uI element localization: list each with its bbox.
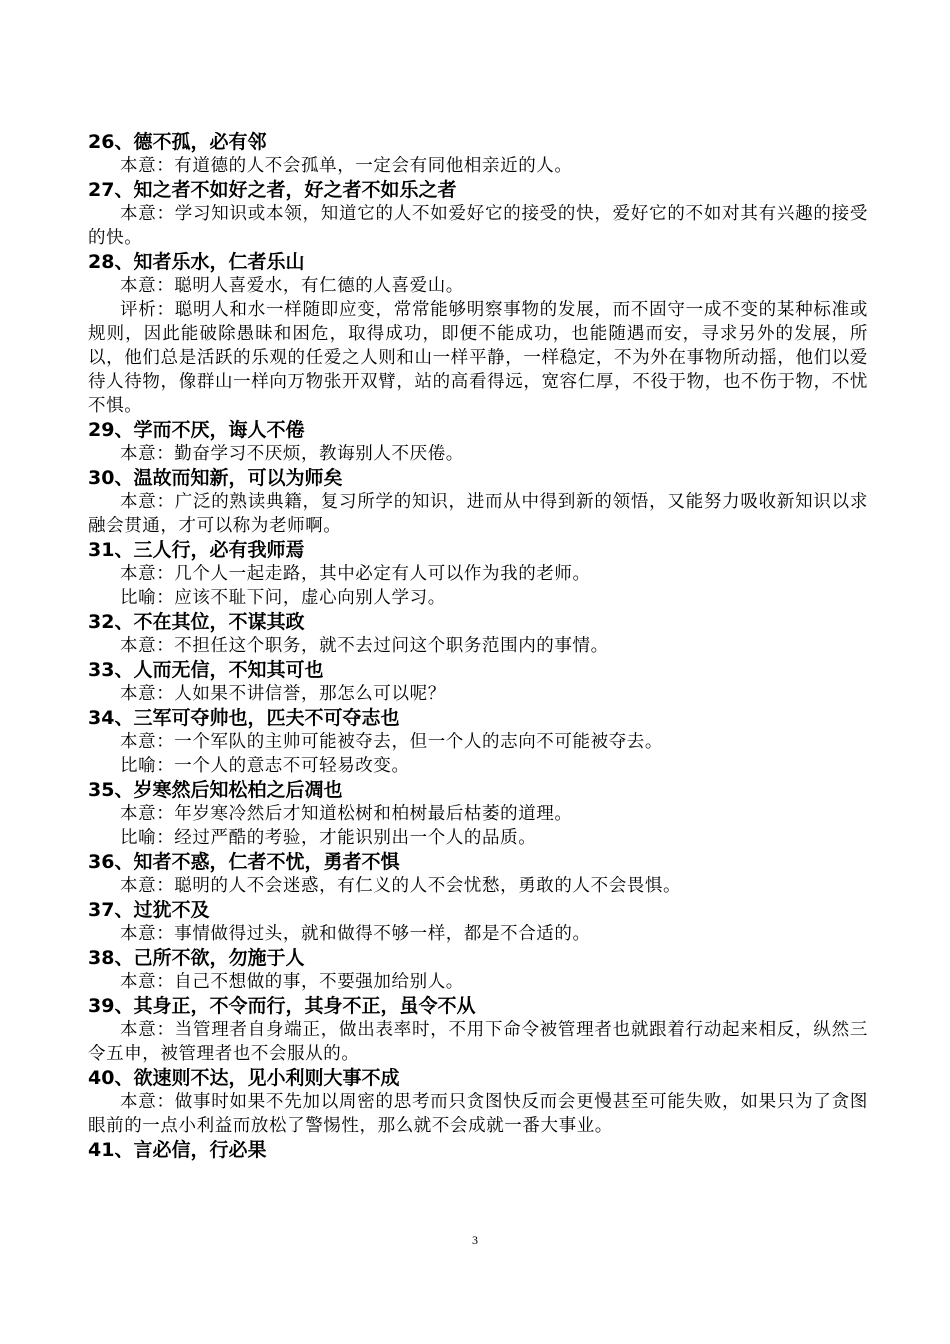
entry bbox=[88, 850, 868, 898]
entry bbox=[88, 898, 868, 946]
entry-paragraph: 本意：不担任这个职务，就不去过问这个职务范围内的事情。 bbox=[120, 636, 609, 656]
entry-paragraph: 比喻：应该不耻下问，虚心向别人学习。 bbox=[120, 588, 446, 608]
entry-title: 37、过犹不及 bbox=[88, 899, 210, 921]
entry-title: 34、三军可夺帅也，匹夫不可夺志也 bbox=[88, 707, 400, 729]
entry-paragraph: 本意：一个军队的主帅可能被夺去，但一个人的志向不可能被夺去。 bbox=[120, 732, 663, 752]
entry-paragraph: 本意：事情做得过头，就和做得不够一样，都是不合适的。 bbox=[120, 924, 591, 944]
entry bbox=[88, 538, 868, 610]
entry bbox=[88, 610, 868, 658]
entries-list bbox=[88, 130, 868, 1162]
entry bbox=[88, 658, 868, 706]
entry-title: 31、三人行，必有我师焉 bbox=[88, 539, 305, 561]
entry-title: 27、知之者不如好之者，好之者不如乐之者 bbox=[88, 179, 457, 201]
entry-paragraph: 本意：勤奋学习不厌烦，教诲别人不厌倦。 bbox=[120, 444, 464, 464]
entry-paragraph: 本意：广泛的熟读典籍，复习所学的知识，进而从中得到新的领悟，又能努力吸收新知识以求融会贯通，才可以称为老师啊。 bbox=[88, 492, 868, 536]
entry-paragraph: 本意：自己不想做的事，不要强加给别人。 bbox=[120, 972, 464, 992]
entry bbox=[88, 130, 868, 178]
entry-paragraph: 本意：人如果不讲信誉，那怎么可以呢？ bbox=[120, 684, 446, 704]
entry bbox=[88, 946, 868, 994]
entry bbox=[88, 994, 868, 1066]
entry-title: 35、岁寒然后知松柏之后凋也 bbox=[88, 779, 343, 801]
entry-title: 32、不在其位，不谋其政 bbox=[88, 611, 305, 633]
entry-title: 26、德不孤，必有邻 bbox=[88, 131, 267, 153]
entry-paragraph: 本意：年岁寒冷然后才知道松树和柏树最后枯萎的道理。 bbox=[120, 804, 573, 824]
entry bbox=[88, 706, 868, 778]
entry-paragraph: 本意：聪明的人不会迷惑，有仁义的人不会忧愁，勇敢的人不会畏惧。 bbox=[120, 876, 682, 896]
entry-title: 33、人而无信，不知其可也 bbox=[88, 659, 324, 681]
entry bbox=[88, 466, 868, 538]
entry-title: 30、温故而知新，可以为师矣 bbox=[88, 467, 343, 489]
entry-paragraph: 本意：当管理者自身端正，做出表率时，不用下命令被管理者也就跟着行动起来相反，纵然三令五申，被管理者也不会服从的。 bbox=[88, 1020, 868, 1064]
entry-title: 29、学而不厌，诲人不倦 bbox=[88, 419, 305, 441]
entry bbox=[88, 778, 868, 850]
entry bbox=[88, 178, 868, 250]
entry bbox=[88, 250, 868, 418]
entry-title: 38、己所不欲，勿施于人 bbox=[88, 947, 305, 969]
entry-title: 40、欲速则不达，见小利则大事不成 bbox=[88, 1067, 400, 1089]
entry-title: 39、其身正，不令而行，其身不正，虽令不从 bbox=[88, 995, 476, 1017]
entry-title: 28、知者乐水，仁者乐山 bbox=[88, 251, 305, 273]
document-body bbox=[88, 130, 868, 1162]
entry bbox=[88, 1066, 868, 1138]
entry-paragraph: 本意：聪明人喜爱水，有仁德的人喜爱山。 bbox=[120, 276, 464, 296]
entry bbox=[88, 1138, 868, 1162]
entry-paragraph: 本意：几个人一起走路，其中必定有人可以作为我的老师。 bbox=[120, 564, 591, 584]
entry-paragraph: 本意：有道德的人不会孤单，一定会有同他相亲近的人。 bbox=[120, 156, 573, 176]
entry-title: 41、言必信，行必果 bbox=[88, 1139, 267, 1161]
entry-paragraph: 本意：学习知识或本领，知道它的人不如爱好它的接受的快，爱好它的不如对其有兴趣的接受的快。 bbox=[88, 204, 868, 248]
entry-paragraph: 本意：做事时如果不先加以周密的思考而只贪图快反而会更慢甚至可能失败，如果只为了贪图眼前的一点小利益而放松了警惕性，那么就不会成就一番大事业。 bbox=[88, 1092, 868, 1136]
entry-paragraph: 评析：聪明人和水一样随即应变，常常能够明察事物的发展，而不固守一成不变的某种标准或规则，因此能破除愚昧和困危，取得成功，即便不能成功，也能随遇而安，寻求另外的发展，所以，他们总是活跃的乐观的任爱之人则和山一样平静，一样稳定，不为外在事物所动摇，他们以爱待人待物，像群山一样向万物张开双臂，站的高看得远，宽容仁厚，不役于物，也不伤于物，不忧不惧。 bbox=[88, 300, 868, 416]
entry-paragraph: 比喻：经过严酷的考验，才能识别出一个人的品质。 bbox=[120, 828, 537, 848]
entry bbox=[88, 418, 868, 466]
entry-title: 36、知者不惑，仁者不忧，勇者不惧 bbox=[88, 851, 400, 873]
page-number: 3 bbox=[472, 1233, 478, 1247]
entry-paragraph: 比喻：一个人的意志不可轻易改变。 bbox=[120, 756, 410, 776]
